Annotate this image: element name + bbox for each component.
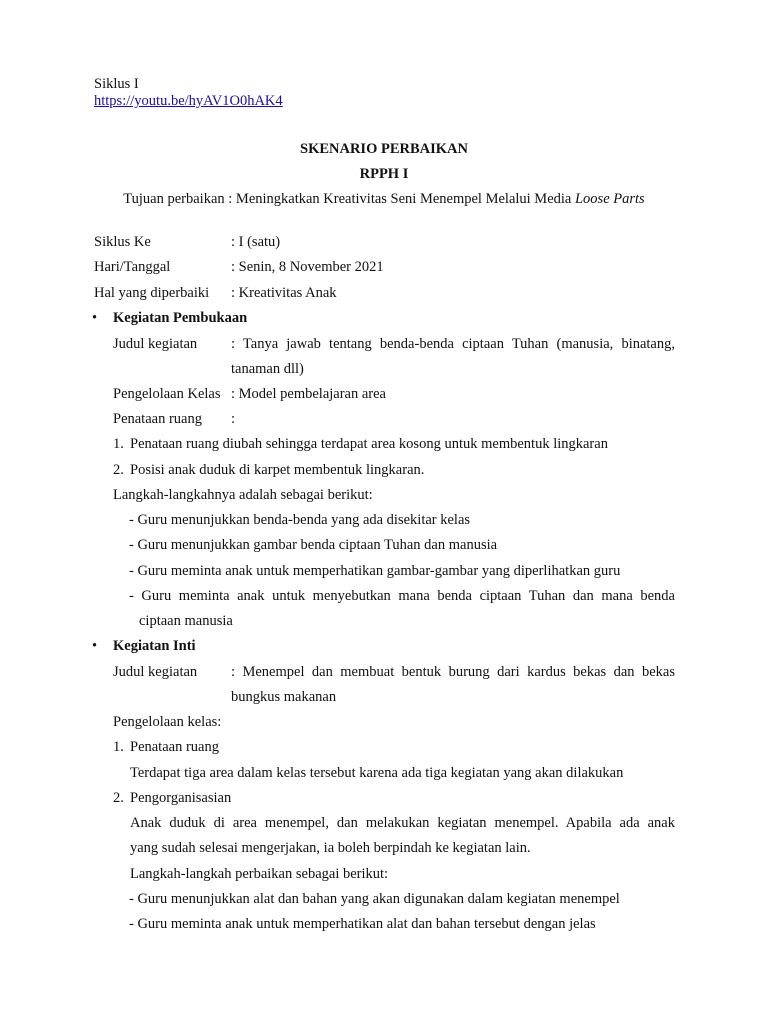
core-item-text: Anak duduk di area menempel, dan melakukan kegiatan menempel. Apabila ada anak: [130, 815, 675, 831]
opening-title-label: Judul kegiatan: [113, 336, 198, 352]
opening-class-value: : Model pembelajaran area: [231, 386, 386, 402]
opening-class-label: Pengelolaan Kelas: [113, 386, 221, 402]
core-step-item: - Guru meminta anak untuk memperhatikan alat dan bahan tersebut dengan jelas: [129, 916, 596, 932]
opening-step-num: 2.: [113, 462, 124, 478]
opening-procedure-item: - Guru menunjukkan benda-benda yang ada disekitar kelas: [129, 512, 471, 528]
core-item-title: Penataan ruang: [130, 739, 219, 755]
core-title-value: : Menempel dan membuat bentuk burung dari kardus bekas dan bekas: [231, 664, 675, 680]
info-label-focus: Hal yang diperbaiki: [94, 285, 210, 301]
opening-procedure-item: - Guru meminta anak untuk menyebutkan mana benda ciptaan Tuhan dan mana benda: [129, 588, 675, 604]
opening-title-value: : Tanya jawab tentang benda-benda ciptaan Tuhan (manusia, binatang,: [231, 336, 675, 352]
opening-procedure-item: - Guru menunjukkan gambar benda ciptaan Tuhan dan manusia: [129, 537, 498, 553]
opening-procedure-item: - Guru meminta anak untuk memperhatikan gambar-gambar yang diperlihatkan guru: [129, 563, 621, 579]
opening-step-text: Posisi anak duduk di karpet membentuk lingkaran.: [130, 462, 425, 478]
improvement-purpose: [0, 190, 768, 208]
video-link[interactable]: https://youtu.be/hyAV1O0hAK4: [94, 93, 283, 109]
core-item-title: Pengorganisasian: [130, 790, 232, 806]
info-label-cycle: Siklus Ke: [94, 234, 151, 250]
bullet-icon: •: [92, 638, 98, 654]
opening-procedure-intro: Langkah-langkahnya adalah sebagai berikut:: [113, 487, 373, 503]
info-value-cycle: : I (satu): [231, 234, 281, 250]
core-item-text-cont: yang sudah selesai mengerjakan, ia boleh berpindah ke kegiatan lain.: [130, 840, 531, 856]
opening-room-label: Penataan ruang: [113, 411, 202, 427]
core-item-num: 2.: [113, 790, 124, 806]
core-step-item: - Guru menunjukkan alat dan bahan yang akan digunakan dalam kegiatan menempel: [129, 891, 620, 907]
opening-step-text: Penataan ruang diubah sehingga terdapat area kosong untuk membentuk lingkaran: [130, 436, 608, 452]
core-class-label: Pengelolaan kelas:: [113, 714, 222, 730]
opening-heading: Kegiatan Pembukaan: [113, 310, 248, 326]
core-item-num: 1.: [113, 739, 124, 755]
document-subtitle: RPPH I: [359, 166, 409, 182]
bullet-icon: •: [92, 310, 98, 326]
core-steps-intro: Langkah-langkah perbaikan sebagai berikut:: [130, 866, 389, 882]
opening-step-num: 1.: [113, 436, 124, 452]
opening-room-value: :: [231, 411, 236, 427]
info-value-date: : Senin, 8 November 2021: [231, 259, 384, 275]
core-heading: Kegiatan Inti: [113, 638, 196, 654]
core-title-label: Judul kegiatan: [113, 664, 198, 680]
purpose-italic-text: Loose Parts: [574, 191, 645, 207]
opening-procedure-item-cont: ciptaan manusia: [139, 613, 233, 629]
info-value-focus: : Kreativitas Anak: [231, 285, 337, 301]
document-title: SKENARIO PERBAIKAN: [300, 141, 468, 157]
core-item-text: Terdapat tiga area dalam kelas tersebut karena ada tiga kegiatan yang akan dilakukan: [130, 765, 624, 781]
opening-title-value-cont: tanaman dll): [231, 361, 304, 377]
purpose-text: Tujuan perbaikan : Meningkatkan Kreativitas Seni Menempel Melalui Media: [123, 191, 575, 207]
core-title-value-cont: bungkus makanan: [231, 689, 337, 705]
cycle-label: Siklus I: [94, 76, 139, 92]
info-label-date: Hari/Tanggal: [94, 259, 171, 275]
